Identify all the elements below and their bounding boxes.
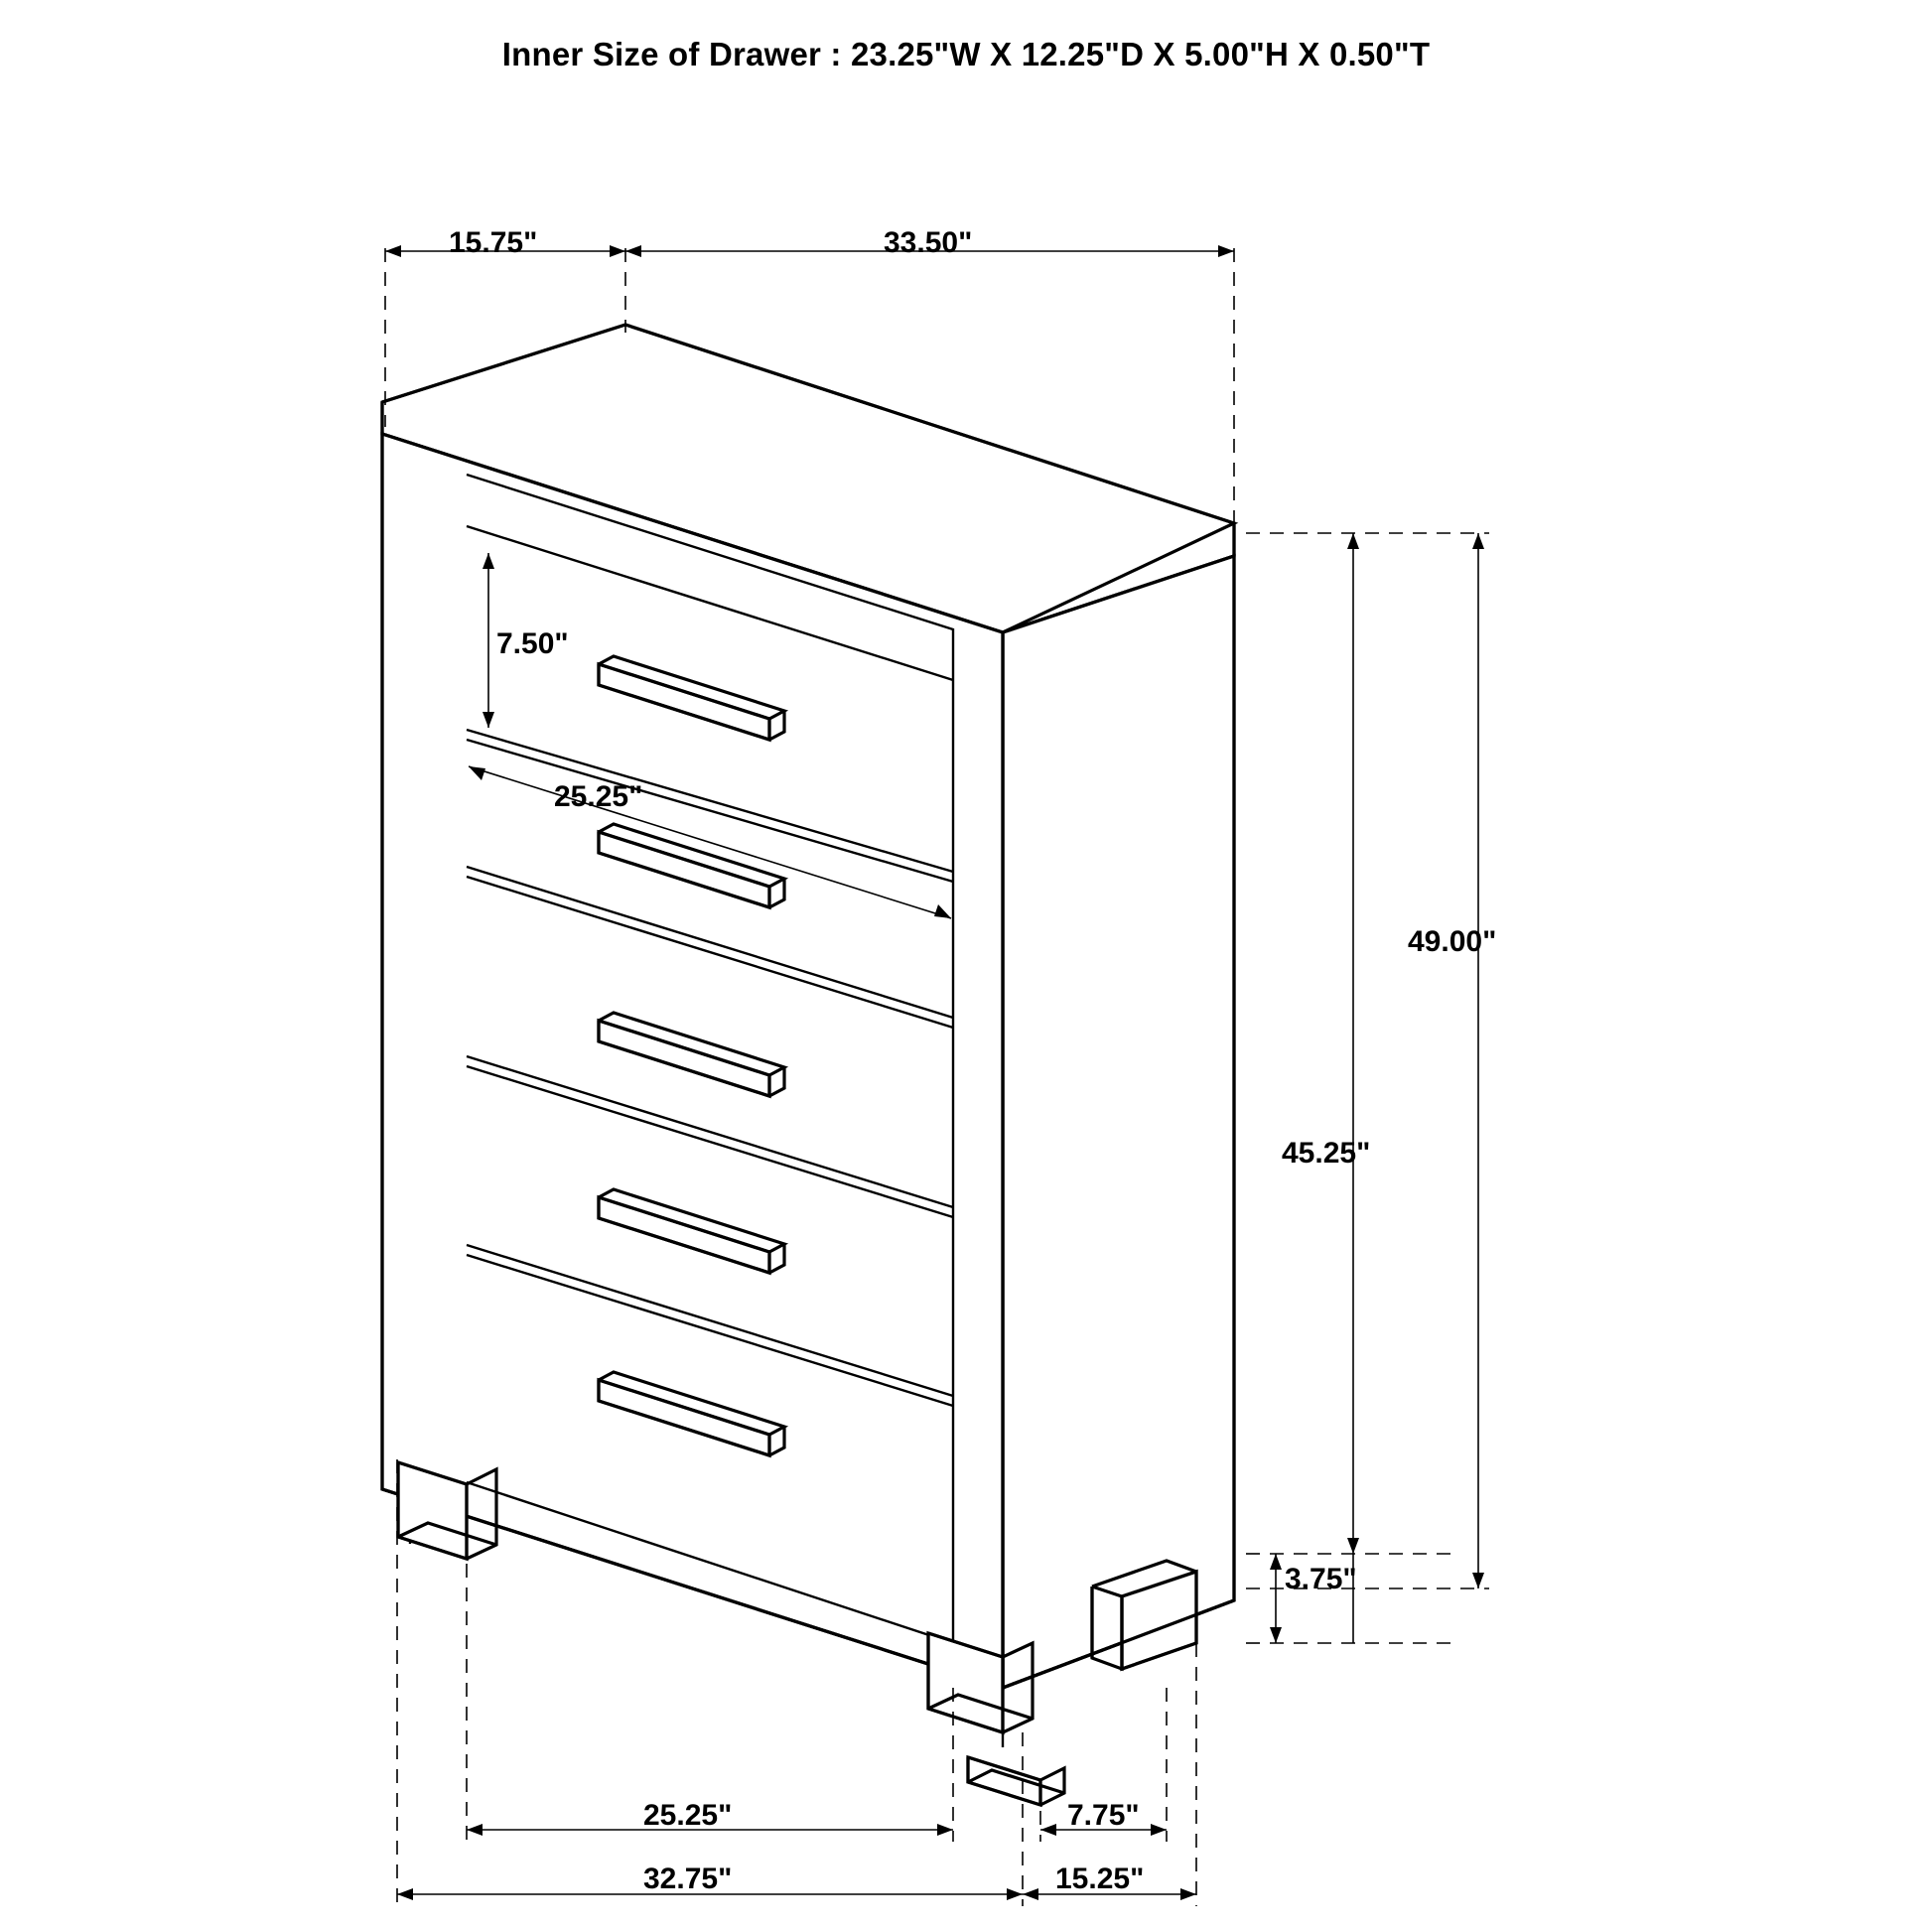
dim-label-base-front-width: 25.25" [643, 1799, 733, 1832]
leg-rear-left [968, 1757, 1064, 1805]
dim-label-top-depth: 15.75" [449, 226, 538, 259]
dim-label-drawer-face-width: 25.25" [554, 780, 643, 813]
dim-label-drawer-face-height: 7.50" [496, 627, 569, 660]
dim-label-top-width: 33.50" [884, 226, 973, 259]
case-side-right [1003, 556, 1234, 1688]
dim-label-overall-depth: 15.25" [1055, 1863, 1145, 1895]
dim-label-case-height: 45.25" [1282, 1137, 1371, 1170]
page-title: Inner Size of Drawer : 23.25"W X 12.25"D X 5.00"H X 0.50"T [501, 36, 1431, 72]
dim-label-leg-depth: 7.75" [1067, 1799, 1140, 1832]
dim-label-leg-height: 3.75" [1285, 1563, 1357, 1595]
dim-label-overall-width: 32.75" [643, 1863, 733, 1895]
dim-label-overall-height: 49.00" [1408, 925, 1497, 958]
